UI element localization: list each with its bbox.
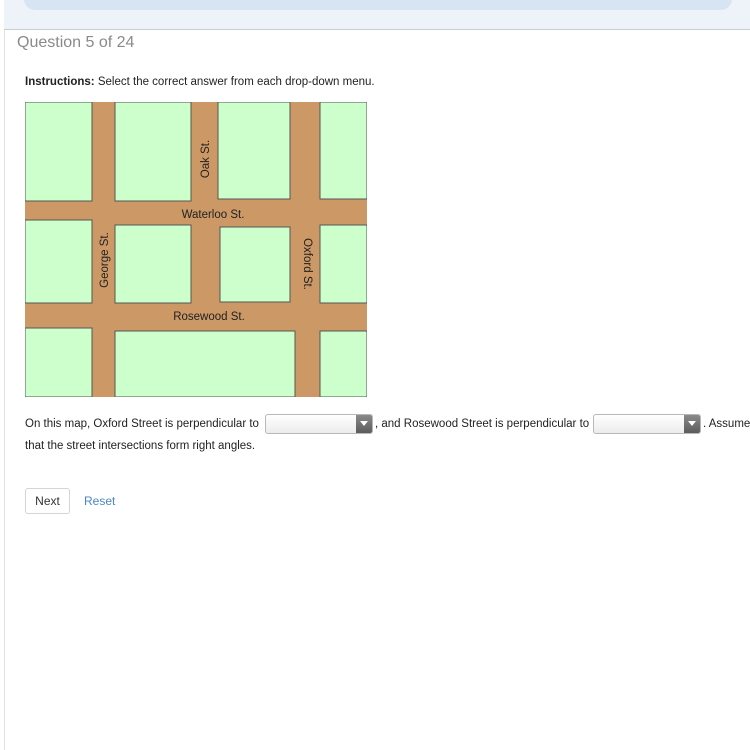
question-text-part4: that the street intersections form right angles.: [25, 440, 256, 452]
city-block: [115, 225, 191, 303]
street-label-oxford: Oxford St.: [301, 238, 313, 290]
city-block: [320, 331, 367, 397]
street-label-rosewood: Rosewood St.: [173, 311, 245, 323]
next-button[interactable]: Next: [25, 488, 70, 514]
reset-link[interactable]: Reset: [84, 494, 116, 508]
question-text-part3: . Assume: [703, 418, 750, 430]
instructions-label: Instructions:: [25, 76, 95, 88]
question-text-part1: On this map, Oxford Street is perpendicular to: [25, 418, 259, 430]
city-block: [25, 328, 92, 397]
street-label-george: George St.: [99, 232, 111, 288]
instructions: [25, 76, 375, 88]
city-block: [220, 227, 290, 302]
dropdown-oxford-perpendicular[interactable]: [265, 414, 373, 434]
question-text-part2: , and Rosewood Street is perpendicular to: [375, 418, 590, 430]
city-block: [320, 225, 367, 303]
header-banner: [24, 0, 732, 10]
city-block: [115, 331, 295, 397]
instructions-text: Select the correct answer from each drop-down menu.: [94, 76, 375, 88]
street-label-waterloo: Waterloo St.: [181, 209, 245, 221]
city-block: [218, 102, 290, 199]
question-counter: Question 5 of 24: [17, 34, 135, 51]
city-block: [25, 102, 92, 201]
dropdown-arrow-icon[interactable]: [684, 415, 700, 433]
city-block: [115, 102, 191, 201]
street-map: [25, 102, 367, 397]
street-label-oak: Oak St.: [200, 139, 212, 179]
city-block: [320, 102, 367, 199]
dropdown-rosewood-perpendicular[interactable]: [593, 414, 701, 434]
dropdown-arrow-icon[interactable]: [356, 415, 372, 433]
city-block: [25, 220, 92, 303]
top-bar: [4, 0, 750, 30]
